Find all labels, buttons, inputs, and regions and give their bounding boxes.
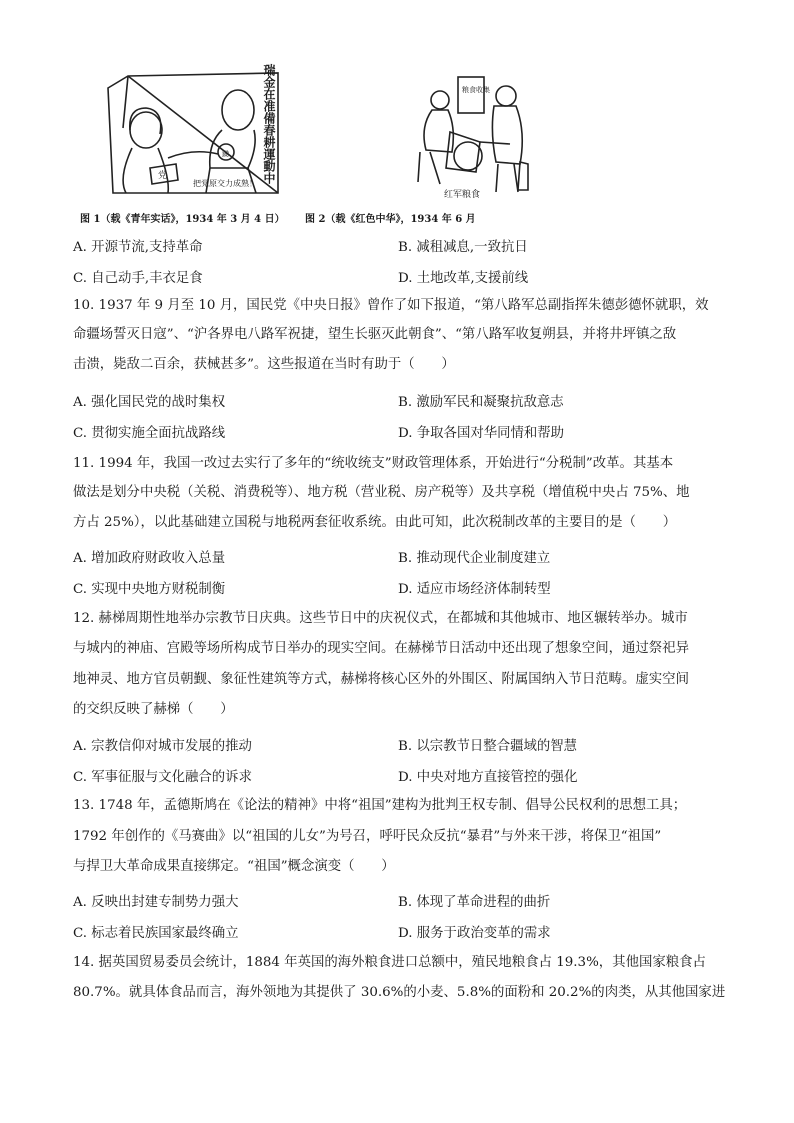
svg-text:党: 党 <box>158 171 168 181</box>
q10-stem-line-3: 击溃，毙敌二百余，获械甚多”。这些报道在当时有助于（ ） <box>73 357 455 372</box>
q10-option-c: C. 贯彻实施全面抗战路线 <box>73 426 226 441</box>
cartoon-figure-1 <box>98 68 348 203</box>
q11-option-c: C. 实现中央地方财税制衡 <box>73 582 226 597</box>
figure-1-caption: 图 1（载《青年实话》，1934 年 3 月 4 日） <box>80 214 285 225</box>
svg-text:鋤: 鋤 <box>222 150 229 158</box>
q14-stem-line-1: 14. 据英国贸易委员会统计，1884 年英国的海外粮食进口总额中，殖民地粮食占 19.3%，其他国家粮食占 <box>73 955 706 970</box>
q11-option-b: B. 推动现代企业制度建立 <box>398 551 551 566</box>
q9-option-c: C. 自己动手,丰衣足食 <box>73 271 203 286</box>
svg-text:粮食收集: 粮食收集 <box>462 86 490 94</box>
q14-stem-line-2: 80.7%。就具体食品而言，海外领地为其提供了 30.6%的小麦、5.8%的面粉和 20.2%的肉类，从其他国家进 <box>73 985 726 1000</box>
q13-option-b: B. 体现了革命进程的曲折 <box>398 895 551 910</box>
q12-stem-line-2: 与城内的神庙、宫殿等场所构成节日举办的现实空间。在赫梯节日活动中还出现了想象空间，通过祭祀异 <box>73 641 689 656</box>
q11-stem-line-1: 11. 1994 年，我国一改过去实行了多年的“统收统支”财政管理体系，开始进行“分税制”改革。其基本 <box>73 456 674 471</box>
q13-option-d: D. 服务于政治变革的需求 <box>398 926 551 941</box>
q11-option-d: D. 适应市场经济体制转型 <box>398 582 551 597</box>
q12-stem-line-1: 12. 赫梯周期性地举办宗教节日庆典。这些节日中的庆祝仪式，在都城和其他城市、地区辗转举办。城市 <box>73 611 688 626</box>
q10-option-b: B. 激励军民和凝聚抗敌意志 <box>398 395 564 410</box>
q12-option-c: C. 军事征服与文化融合的诉求 <box>73 770 252 785</box>
q10-option-a: A. 强化国民党的战时集权 <box>73 395 226 410</box>
q11-option-a: A. 增加政府财政收入总量 <box>73 551 226 566</box>
q12-option-b: B. 以宗教节日整合疆域的智慧 <box>398 739 578 754</box>
q9-option-d: D. 土地改革,支援前线 <box>398 271 529 286</box>
q13-stem-line-2: 1792 年创作的《马赛曲》以“祖国的儿女”为号召，呼吁民众反抗“暴君”与外来干涉，将保卫“祖国” <box>73 829 662 844</box>
figure-1-vertical-title: 瑞金在准備春耕運動中 <box>262 64 276 184</box>
q10-option-d: D. 争取各国对华同情和帮助 <box>398 426 565 441</box>
cartoon-figure-2 <box>410 72 540 200</box>
q13-option-c: C. 标志着民族国家最终确立 <box>73 926 239 941</box>
q13-option-a: A. 反映出封建专制势力强大 <box>73 895 239 910</box>
q12-option-a: A. 宗教信仰对城市发展的推动 <box>73 739 252 754</box>
q12-option-d: D. 中央对地方直接管控的强化 <box>398 770 578 785</box>
q11-stem-line-2: 做法是划分中央税（关税、消费税等）、地方税（营业税、房产税等）及共享税（增值税中央占 75%、地 <box>73 485 690 500</box>
q12-stem-line-4: 的交织反映了赫梯（ ） <box>73 702 234 717</box>
q11-stem-line-3: 方占 25%），以此基础建立国税与地税两套征收系统。由此可知，此次税制改革的主要目的是（ ） <box>73 515 677 530</box>
figures-area <box>70 60 530 230</box>
figure-2-caption: 图 2（载《红色中华》，1934 年 6 月 <box>305 214 476 225</box>
q9-option-a: A. 开源节流,支持革命 <box>73 240 203 255</box>
q13-stem-line-3: 与捍卫大革命成果直接绑定。“祖国”概念演变（ ） <box>73 859 395 874</box>
svg-text:红军粮食: 红军粮食 <box>444 190 481 200</box>
q10-stem-line-1: 10. 1937 年 9 月至 10 月，国民党《中央日报》曾作了如下报道，“第八路军总副指挥朱德彭德怀就职，效 <box>73 298 709 313</box>
q13-stem-line-1: 13. 1748 年，孟德斯鸠在《论法的精神》中将“祖国”建构为批判王权专制、倡导公民权利的思想工具； <box>73 798 687 813</box>
svg-text:把党原交力成熟！: 把党原交力成熟！ <box>193 179 257 188</box>
q9-option-b: B. 减租减息,一致抗日 <box>398 240 528 255</box>
q10-stem-line-2: 命疆场誓灭日寇”、“沪各界电八路军祝捷，望生长驱灭此朝食”、“第八路军收复朔县，并将井坪镇之敌 <box>73 327 677 342</box>
q12-stem-line-3: 地神灵、地方官员朝觐、象征性建筑等方式，赫梯将核心区外的外围区、附属国纳入节日范畴。虚实空间 <box>73 672 689 687</box>
